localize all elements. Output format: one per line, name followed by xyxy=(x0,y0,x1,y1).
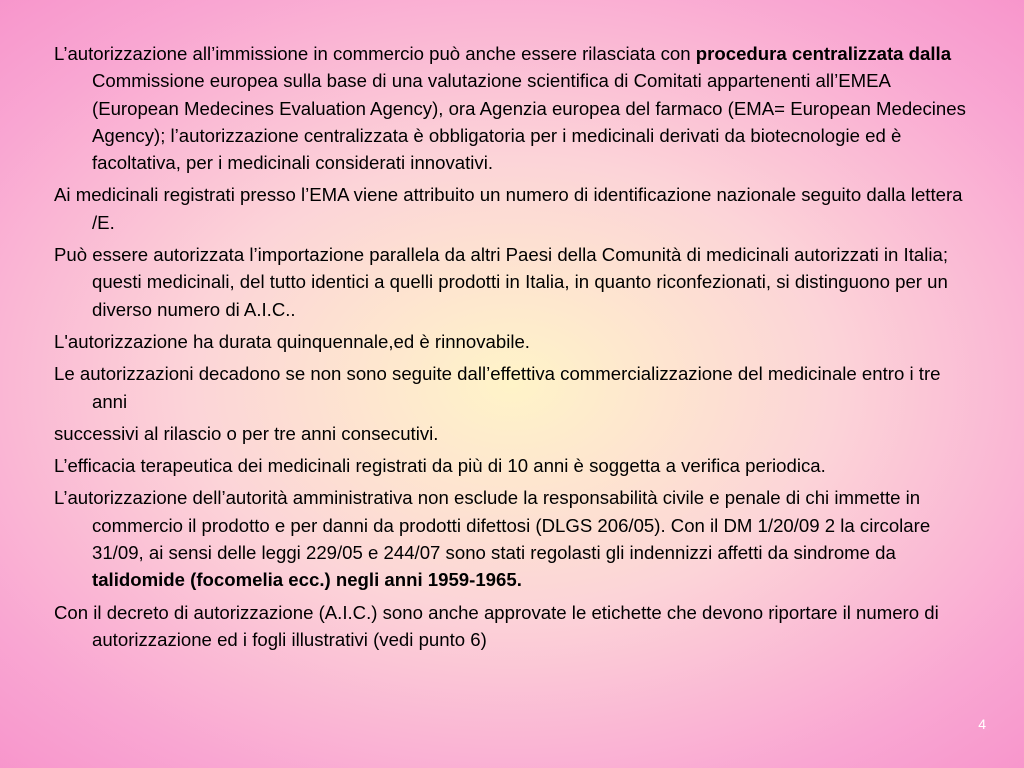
paragraph-expiry xyxy=(54,360,969,415)
paragraph-text: L’autorizzazione all’immissione in commercio può anche essere rilasciata con xyxy=(54,43,696,64)
paragraph-duration xyxy=(54,328,969,355)
slide-body xyxy=(54,40,969,658)
paragraph-efficacy-verification xyxy=(54,452,969,479)
paragraph-text: Può essere autorizzata l’importazione parallela da altri Paesi della Comunità di medicinali autorizzati in Italia; questi medicinali, del tutto identici a quelli prodotti in Italia, in quanto riconfezionati, si distinguono per un diverso numero di A.I.C.. xyxy=(54,244,948,320)
paragraph-ema-identification xyxy=(54,181,969,236)
paragraph-centralized-procedure xyxy=(54,40,969,176)
paragraph-bold-text: procedura centralizzata dalla xyxy=(695,43,952,64)
paragraph-text: L'autorizzazione ha durata quinquennale,ed è rinnovabile. xyxy=(54,330,530,352)
paragraph-text: Commissione europea sulla base di una valutazione scientifica di Comitati appartenenti all’EMEA (European Medecines Evaluation Agency), ora Agenzia europea del farmaco (EMA= European Medecines Agency); l’autorizzazione centralizzata è obbligatoria per i medicinali derivati da biotecnologie ed è facoltativa, per i medicinali considerati innovativi. xyxy=(92,70,966,174)
paragraph-text: L’autorizzazione dell’autorità amministrativa non esclude la responsabilità civile e penale di chi immette in commercio il prodotto e per danni da prodotti difettosi (DLGS 206/05). Con il DM 1/20/09 2 la circolare 31/09, ai sensi delle leggi 229/05 e 244/07 sono stati regolasti gli indennizzi affetti da sindrome da xyxy=(54,487,931,564)
paragraph-text: Con il decreto di autorizzazione (A.I.C.) sono anche approvate le etichette che devono riportare il numero di autorizzazione ed i fogli illustrativi (vedi punto 6) xyxy=(54,601,939,650)
paragraph-text: successivi al rilascio o per tre anni consecutivi. xyxy=(54,422,439,444)
paragraph-liability xyxy=(54,484,969,593)
paragraph-bold-text: talidomide (focomelia ecc.) negli anni 1959-1965. xyxy=(92,569,522,591)
paragraph-labels xyxy=(54,599,969,654)
paragraph-text: Le autorizzazioni decadono se non sono seguite dall’effettiva commercializzazione del medicinale entro i tre anni xyxy=(54,363,941,412)
page-number: 4 xyxy=(978,716,986,732)
paragraph-parallel-import xyxy=(54,241,969,323)
paragraph-text: L’efficacia terapeutica dei medicinali registrati da più di 10 anni è soggetta a verifica periodica. xyxy=(54,455,826,477)
paragraph-expiry-continued xyxy=(54,420,969,447)
paragraph-text: Ai medicinali registrati presso l’EMA viene attribuito un numero di identificazione nazionale seguito dalla lettera /E. xyxy=(54,184,963,233)
